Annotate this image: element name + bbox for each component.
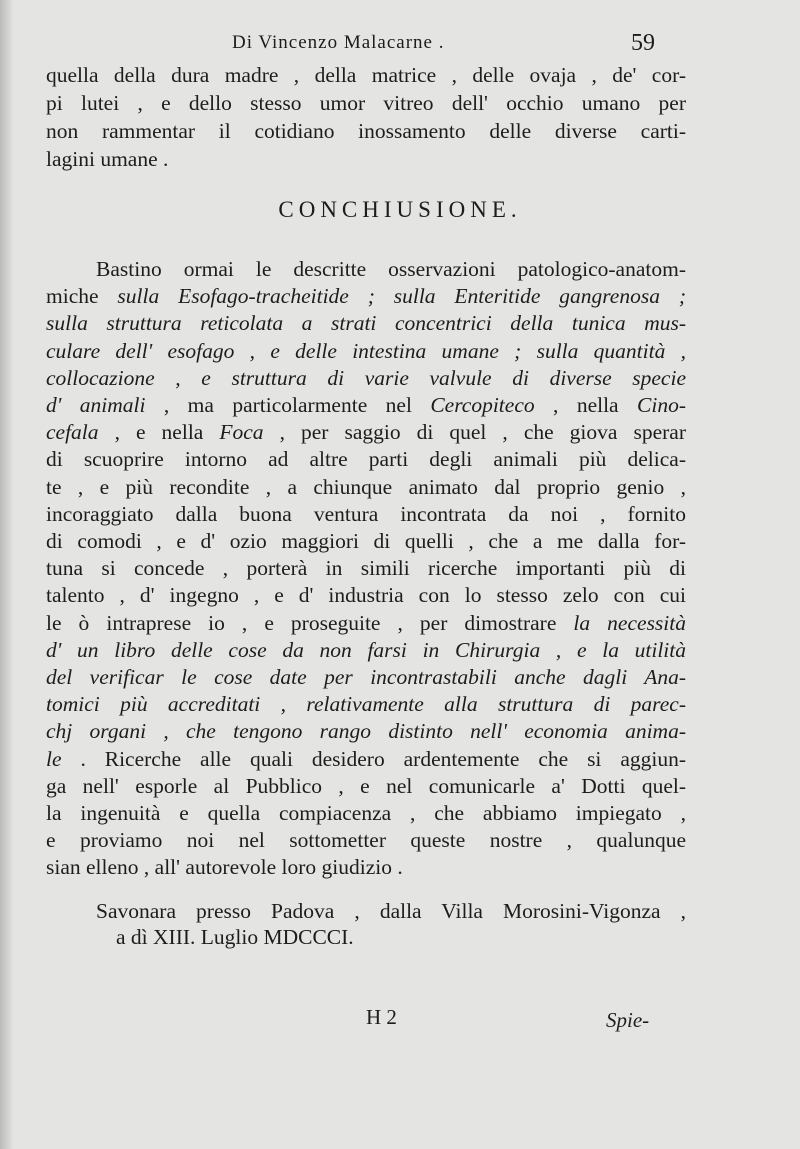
text-span: le ò intraprese io , e proseguite , per dimostrare — [46, 610, 574, 635]
text-line — [46, 610, 686, 636]
text-line — [46, 746, 686, 772]
italic-text: chj organi , che tengono rango distinto nell' economia anima- — [46, 719, 686, 744]
italic-text: la necessità — [573, 610, 686, 635]
text-line — [46, 446, 686, 472]
text-span: , e nella — [98, 420, 220, 445]
text-span: miche — [46, 284, 118, 309]
italic-text: sulla struttura reticolata a strati concentrici della tunica mus- — [46, 311, 686, 336]
section-heading: CONCHIUSIONE. — [278, 197, 522, 222]
text-line — [46, 637, 686, 663]
catchword: Spie- — [606, 1008, 650, 1032]
text-line — [46, 365, 686, 391]
text-line — [46, 338, 686, 364]
page-number: 59 — [631, 30, 655, 56]
text-line — [46, 800, 686, 826]
text-span: , ma particolarmente nel — [145, 393, 431, 417]
text-line — [46, 718, 686, 744]
text-span: la ingenuità e quella compiacenza , che abbiamo impiegato , — [46, 801, 686, 825]
italic-text: collocazione , e struttura di varie valvule di diverse specie — [46, 365, 686, 390]
text-line — [46, 501, 686, 527]
text-line — [46, 691, 686, 717]
text-span: te , e più recondite , a chiunque animato dal proprio genio , — [46, 474, 686, 499]
text-span: sian elleno , all' autorevole loro giudizio . — [46, 855, 403, 880]
italic-text: sulla Esofago-tracheitide ; sulla Enteritide gangrenosa ; — [117, 284, 686, 309]
italic-text: cefala — [46, 420, 99, 445]
text-span: talento , d' ingegno , e d' industria con lo stesso zelo con cui — [46, 583, 686, 608]
italic-text: Cercopiteco — [430, 393, 535, 417]
text-line — [46, 827, 686, 853]
text-span: . Ricerche alle quali desidero ardentemente che si aggiun- — [61, 746, 686, 771]
text-line — [46, 582, 686, 608]
text-line: pi lutei , e dello stesso umor vitreo dell' occhio umano per — [46, 91, 686, 115]
text-line: lagini umane . — [46, 147, 169, 171]
text-line — [46, 528, 686, 554]
text-line — [46, 664, 686, 690]
text-span: e proviamo noi nel sottometter queste nostre , qualunque — [46, 828, 686, 853]
text-span: ga nell' esporle al Pubblico , e nel comunicarle a' Dotti quel- — [46, 773, 686, 798]
signature-mark: H 2 — [366, 1005, 397, 1029]
text-line — [46, 392, 686, 418]
text-span: di scuoprire intorno ad altre parti degli animali più delica- — [46, 447, 686, 472]
page-header — [0, 30, 800, 60]
text-line — [46, 854, 686, 880]
text-line — [46, 419, 686, 445]
text-line — [46, 773, 686, 799]
text-line — [46, 555, 686, 581]
text-span: , nella — [534, 393, 638, 417]
place-line: Savonara presso Padova , dalla Villa Morosini-Vigonza , — [96, 899, 686, 923]
italic-text: d' un libro delle cose da non farsi in Chirurgia , e la utilità — [46, 637, 686, 662]
italic-text: le — [46, 746, 62, 771]
text-line — [96, 256, 686, 282]
italic-text: d' animali — [46, 393, 146, 417]
text-span: incoraggiato dalla buona ventura incontrata da noi , fornito — [46, 501, 686, 526]
italic-text: del verificar le cose date per incontrastabili anche dagli Ana- — [46, 665, 686, 689]
italic-text: tomici più accreditati , relativamente alla struttura di parec- — [46, 692, 686, 717]
text-span: di comodi , e d' ozio maggiori di quelli , che a me dalla for- — [46, 529, 686, 553]
italic-text: culare dell' esofago , e delle intestina umane ; sulla quantità , — [46, 338, 686, 363]
date-line: a dì XIII. Luglio MDCCCI. — [116, 925, 354, 949]
italic-text: Cino- — [637, 393, 687, 417]
text-line: quella della dura madre , della matrice , delle ovaja , de' cor- — [46, 63, 686, 87]
running-title: Di Vincenzo Malacarne . — [232, 32, 445, 53]
text-span: tuna si concede , porterà in simili ricerche importanti più di — [46, 556, 686, 581]
text-span: , per saggio di quel , che giova sperar — [263, 420, 686, 445]
text-line — [46, 474, 686, 500]
italic-text: Foca — [219, 420, 264, 445]
text-line: non rammentar il cotidiano inossamento delle diverse carti- — [46, 119, 686, 143]
text-span: Bastino ormai le descritte osservazioni patologico-anatom- — [96, 257, 686, 281]
text-line — [46, 310, 686, 336]
text-line — [46, 283, 686, 309]
